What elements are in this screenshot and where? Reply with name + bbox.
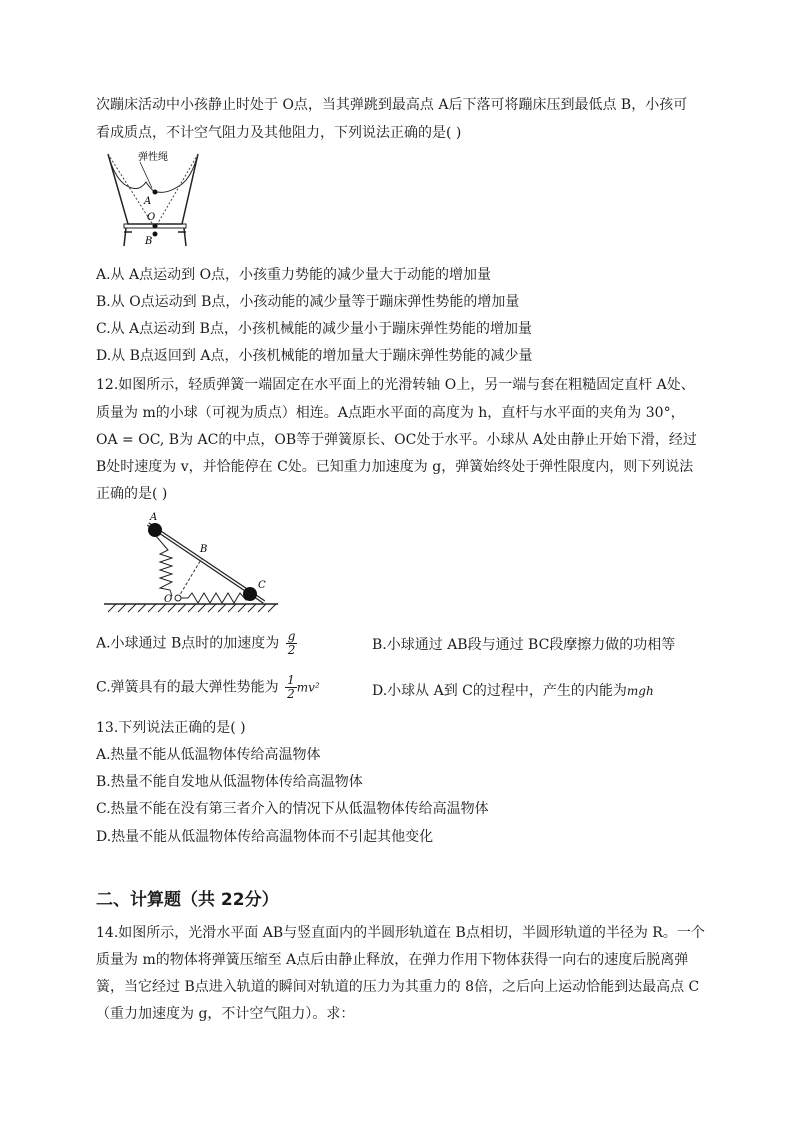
trampoline-legs	[124, 228, 186, 246]
q12-line-4: B处时速度为 v，并恰能停在 C处。已知重力加速度为 g，弹簧始终处于弹性限度内，则下列说法	[96, 459, 694, 475]
q11-option-d: D.从 B点返回到 A点，小孩机械能的增加量大于蹦床弹性势能的减少量	[96, 348, 533, 364]
q13-option-c: C.热量不能在没有第三者介入的情况下从低温物体传给高温物体	[96, 801, 489, 817]
frac-num: 1	[287, 673, 295, 687]
fraction-1-over-2	[285, 674, 297, 701]
label-c: C	[258, 580, 266, 591]
q12-option-d-formula: mgh	[626, 684, 654, 698]
spring-rod-figure	[98, 508, 288, 620]
q12-line-1: 12.如图所示，轻质弹簧一端固定在水平面上的光滑转轴 O上，另一端与套在粗糙固定直杆 A处、	[96, 377, 695, 393]
spring-oc	[178, 593, 250, 603]
q12-option-d	[372, 682, 654, 700]
q11-option-b: B.从 O点运动到 B点，小孩动能的减少量等于蹦床弹性势能的增加量	[96, 294, 520, 310]
q12-option-a-text: A.小球通过 B点时的加速度为	[96, 635, 280, 652]
q14-line-3: 簧，当它经过 B点进入轨道的瞬间对轨道的压力为其重力的 8倍，之后向上运动恰能到达最高点 C	[96, 979, 700, 995]
point-a-dot	[153, 190, 158, 195]
q12-option-c-text: C.弹簧具有的最大弹性势能为	[96, 679, 279, 696]
ball-c	[243, 587, 257, 601]
frac-den: 2	[287, 643, 296, 657]
frac-den: 2	[287, 687, 295, 701]
ground-hatch	[108, 604, 276, 612]
q12-option-a	[96, 630, 297, 657]
q12-option-c	[96, 674, 320, 701]
dashed-ob	[178, 558, 202, 598]
q13-option-b: B.热量不能自发地从低温物体传给高温物体	[96, 774, 363, 790]
q12-option-c-formula: mv²	[296, 680, 320, 695]
q11-line-2: 看成质点，不计空气阻力及其他阻力，下列说法正确的是( )	[96, 125, 462, 141]
label-rope: 弹性绳	[138, 152, 168, 163]
q13-option-a: A.热量不能从低温物体传给高温物体	[96, 747, 321, 763]
q13-option-d: D.热量不能从低温物体传给高温物体而不引起其他变化	[96, 829, 434, 845]
q14-line-2: 质量为 m的物体将弹簧压缩至 A点后由静止释放，在弹力作用下物体获得一向右的速度后脱离弹	[96, 952, 689, 968]
q12-line-2: 质量为 m的小球（可视为质点）相连。A点距水平面的高度为 h，直杆与水平面的夹角为 30°，	[96, 405, 685, 421]
q11-line-1: 次蹦床活动中小孩静止时处于 O点，当其弹跳到最高点 A后下落可将蹦床压到最低点 B，小孩可	[96, 97, 688, 113]
trampoline-figure	[102, 150, 202, 254]
q12-option-b: B.小球通过 AB段与通过 BC段摩擦力做的功相等	[372, 637, 676, 653]
frac-num: g	[287, 629, 296, 643]
q14-line-1: 14.如图所示，光滑水平面 AB与竖直面内的半圆形轨道在 B点相切，半圆形轨道的半径为 R。一个	[96, 925, 705, 941]
spring-oa	[156, 536, 172, 596]
label-o: O	[147, 212, 156, 223]
label-b: B	[200, 544, 208, 555]
pivot-o	[175, 595, 181, 601]
label-a: A	[144, 196, 152, 207]
q13-stem: 13.下列说法正确的是( )	[96, 720, 246, 736]
section-heading: 二、计算题（共 22分）	[96, 890, 279, 910]
fraction-g-over-2	[286, 630, 298, 657]
ball-a	[148, 523, 162, 537]
point-b-dot	[153, 232, 158, 237]
label-a: A	[150, 512, 158, 523]
q14-line-4: （重力加速度为 g，不计空气阻力）。求：	[96, 1006, 355, 1022]
q12-line-5: 正确的是( )	[96, 486, 168, 502]
label-b: B	[145, 236, 153, 247]
q12-option-d-text: D.小球从 A到 C的过程中，产生的内能为	[372, 683, 627, 699]
q11-option-c: C.从 A点运动到 B点，小孩机械能的减少量小于蹦床弹性势能的增加量	[96, 321, 532, 337]
label-o: O	[164, 594, 173, 605]
q11-option-a: A.从 A点运动到 O点，小孩重力势能的减少量大于动能的增加量	[96, 267, 492, 283]
q12-line-3: OA = OC, B为 AC的中点，OB等于弹簧原长、OC处于水平。小球从 A处由静止开始下滑，经过	[96, 432, 697, 448]
